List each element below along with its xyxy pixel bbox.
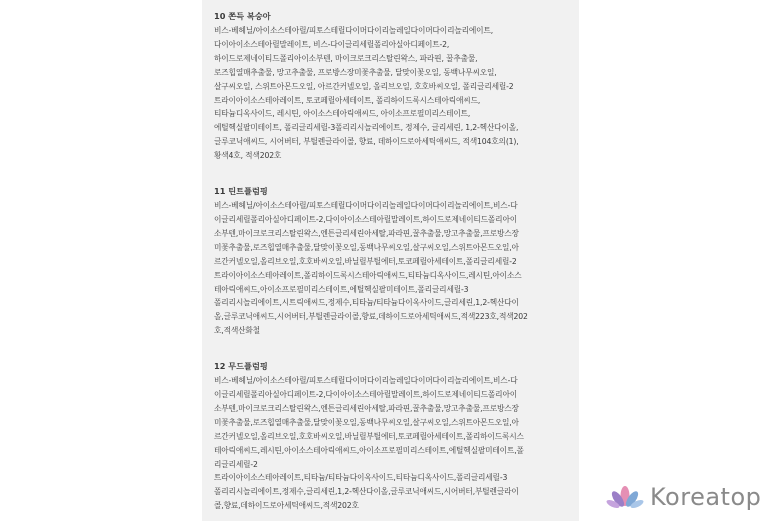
lotus-icon [606, 483, 644, 511]
ingredient-line: 테아릭애씨드,아이소프로필미리스테이트,에틸헥실팔미테이트,폴리글리세릴-3 [214, 284, 469, 294]
ingredient-line: 비스-베헤닐/아이소스테아릴/피토스테릴다이머다이리놀레일다이머다이리놀리에이트,비스-다 [214, 376, 518, 386]
product-section-1 [214, 10, 571, 163]
ingredient-line: 이글리세릴폴리아실아디페이트-2,다이아이소스테아릴말레이트,하이드로제네이티드폴리아이 [214, 390, 518, 400]
product-section-3 [214, 360, 571, 513]
ingredient-line: 트라이아이소스테아레이트,폴리하이드록시스테아릭애씨드,티타늄디옥사이드,레시틴,아이소스 [214, 270, 522, 280]
ingredient-line: 테아릭애씨드,레시틴,아이소스테아릭애씨드,아이소프로필미리스테이트,에틸헥실팔미테이트,폴 [214, 445, 524, 455]
ingredient-line: 르간커넬오일,올리브오일,호호바씨오일,바닐릴부틸에터,토코페릴아세테이트,폴리하이드록시스 [214, 431, 524, 441]
ingredient-line: 소부텐,마이크로크리스탈린왁스,엔튼글리세린아세탈,파라핀,꿀추출물,망고추출물,프로방스장 [214, 403, 519, 413]
product-title: 12 무드플럼핑 [214, 361, 268, 372]
koreatop-logo [606, 480, 776, 514]
ingredient-line: 소부텐,마이크로크리스탈린왁스,엔튼글리세린아세탈,파라핀,꿀추출물,망고추출물,프로방스장 [214, 228, 519, 238]
ingredient-line: 트라이아이소스테아레이트, 토코페릴아세테이트, 폴리하이드록시스테아릭애씨드, [214, 95, 481, 105]
ingredient-line: 트라이아이소스테아레이트,티타늄/티타늄다이옥사이드,티타늄디옥사이드,폴리글리세릴-3 [214, 473, 508, 483]
ingredient-line: 미꽃추출물,로즈힙열매추출물,달맞이꽃오일,동백나무씨오일,살구씨오일,스위트아몬드오일,아 [214, 242, 519, 252]
ingredient-line: 비스-베헤닐/아이소스테아릴/피토스테릴다이머다이리놀레일다이머다이리놀리에이트, [214, 26, 494, 35]
logo-text: Koreatop [650, 483, 762, 511]
ingredient-line: 폴리리시놀리에이트,시트릭애씨드,정제수,티타늄/티타늄다이옥사이드,글리세린,1,2-헥산다이 [214, 298, 519, 308]
ingredient-line: 비스-베헤닐/아이소스테아릴/피토스테릴다이머다이리놀레일다이머다이리놀리에이트,비스-다 [214, 201, 518, 211]
ingredient-line: 미꽃추출물,로즈힙열매추출물,달맞이꽃오일,동백나무씨오일,살구씨오일,스위트아몬드오일,아 [214, 417, 519, 427]
ingredient-line: 폴리리시놀리에이트,정제수,글리세린,1,2-헥산다이올,글루코닉애씨드,시어버터,부틸렌글라이 [214, 487, 519, 497]
ingredient-line: 황색4호, 적색202호 [214, 151, 282, 161]
product-section-2 [214, 185, 571, 338]
ingredient-line: 에틸헥실팔미테이트, 폴리글리세릴-3폴리리시놀리에이트, 정제수, 글리세린, 1,2-헥산다이올, [214, 123, 519, 133]
product-title: 10 쫀득 복숭아 [214, 11, 271, 21]
ingredient-line: 티타늄디옥사이드, 레시틴, 아이소스테아릭애씨드, 아이소프로필미리스테이트, [214, 109, 471, 119]
ingredient-line: 호,적색산화철 [214, 326, 260, 336]
ingredient-line: 이글리세릴폴리아실아디페이트-2,다이아이소스테아릴말레이트,하이드로제네이티드폴리아이 [214, 214, 518, 224]
ingredient-line: 하이드로제네이티드폴리아이소부텐, 마이크로크리스탈린왁스, 파라핀, 꿀추출물, [214, 53, 478, 63]
ingredient-line: 다이아이소스테아릴말레이트, 비스-다이글리세릴폴리아실아디페이트-2, [214, 39, 450, 49]
ingredient-line: 리글리세릴-2 [214, 459, 258, 469]
ingredient-line: 살구씨오일, 스위트아몬드오일, 아르간커넬오일, 올리브오일, 호호바씨오일, 폴리글리세릴-2 [214, 81, 514, 91]
ingredients-panel [202, 0, 579, 521]
ingredient-line: 로즈힙열매추출물, 망고추출물, 프로방스장미꽃추출물, 달맞이꽃오일, 동백나무씨오일, [214, 67, 497, 77]
product-title: 11 틴트플럼핑 [214, 186, 268, 197]
ingredient-line: 콜,향료,데하이드로아세틱애씨드,적색202호 [214, 501, 359, 511]
ingredient-line: 글루코닉애씨드, 시어버터, 부틸렌글라이콜, 향료, 데하이드로아세틱애씨드, 적색104호의(1), [214, 137, 519, 147]
ingredient-line: 올,글루코닉애씨드,시어버터,부틸렌글라이콜,향료,데하이드로아세틱애씨드,적색223호,적색202 [214, 312, 528, 322]
ingredient-line: 르간커넬오일,올리브오일,호호바씨오일,바닐릴부틸에터,토코페릴아세테이트,폴리글리세릴-2 [214, 256, 517, 266]
